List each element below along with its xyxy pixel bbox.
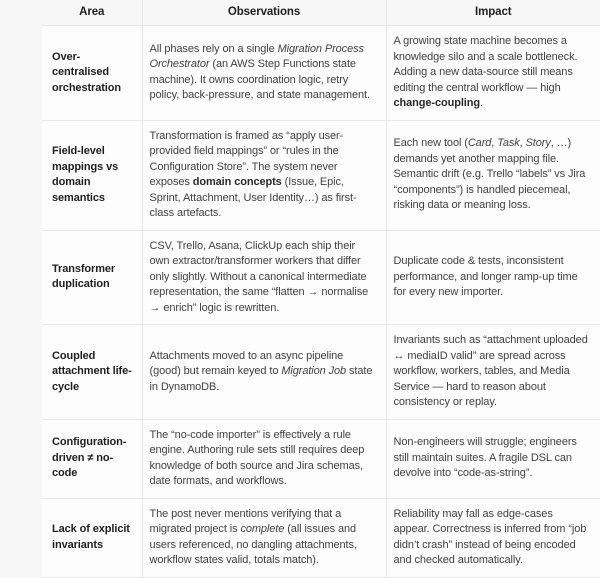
table-row [42,26,600,121]
table-row [42,498,600,577]
table-row [42,325,600,420]
impact-cell: Invariants such as “attachment uploaded ↔ mediaID valid” are spread across workflow, workers, tables, and Media Service — hard to reason about consistency or replay. [386,325,600,420]
impact-cell: Each new tool (Card, Task, Story, …) demands yet another mapping file. Semantic drift (e.g. Trello “labels” vs Jira “components”) is handled piecemeal, risking data or meaning loss. [386,120,600,230]
impact-cell: Duplicate code & tests, inconsistent performance, and longer ramp-up time for every new importer. [386,230,600,325]
observations-cell: CSV, Trello, Asana, ClickUp each ship their own extractor/transformer workers that differ only slightly. Without a canonical intermediate representation, the same “flatten → normalise → enrich” logic is rewritten. [142,230,386,325]
observations-cell: All phases rely on a single Migration Process Orchestrator (an AWS Step Functions state machine). It owns coordination logic, retry policy, back-pressure, and state management. [142,26,386,121]
area-cell: Transformer duplication [42,230,142,325]
table-row [42,120,600,230]
area-cell: Field-level mappings vs domain semantics [42,120,142,230]
table-row [42,419,600,498]
area-cell: Lack of explicit invariants [42,498,142,577]
area-cell: Configuration-driven ≠ no-code [42,419,142,498]
table-row [42,230,600,325]
table-body [42,26,600,578]
column-header-impact: Impact [386,0,600,26]
column-header-observations: Observations [142,0,386,26]
header-row [42,0,600,26]
impact-cell: Reliability may fall as edge-cases appear. Correctness is inferred from “job didn’t crash” instead of being encoded and checked automatically. [386,498,600,577]
table-header [42,0,600,26]
area-cell: Over-centralised orchestration [42,26,142,121]
column-header-area: Area [42,0,142,26]
review-table-container [42,0,600,578]
area-cell: Coupled attachment life-cycle [42,325,142,420]
observations-cell: Attachments moved to an async pipeline (good) but remain keyed to Migration Job state in DynamoDB. [142,325,386,420]
impact-cell: Non-engineers will struggle; engineers still maintain suites. A fragile DSL can devolve into “code-as-string”. [386,419,600,498]
observations-cell: Transformation is framed as “apply user-provided field mappings” or “rules in the Configuration Store”. The system never exposes domain concepts (Issue, Epic, Sprint, Attachment, User Identity…) as first-class artefacts. [142,120,386,230]
review-table [42,0,600,578]
impact-cell: A growing state machine becomes a knowledge silo and a scale bottleneck. Adding a new data-source still means editing the central workflow — high change-coupling. [386,26,600,121]
observations-cell: The “no-code importer” is effectively a rule engine. Authoring rule sets still requires deep knowledge of both source and Jira schemas, date formats, and workflows. [142,419,386,498]
observations-cell: The post never mentions verifying that a migrated project is complete (all issues and users referenced, no dangling attachments, workflow states valid, totals match). [142,498,386,577]
